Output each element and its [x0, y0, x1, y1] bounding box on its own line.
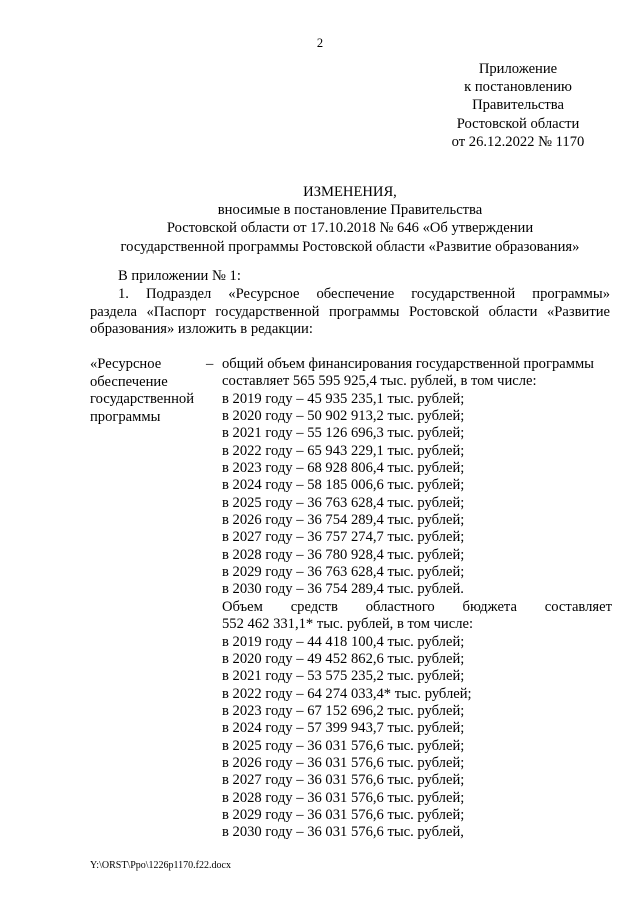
year-line: в 2023 году – 67 152 696,2 тыс. рублей; [222, 702, 465, 719]
total-years-list [222, 391, 612, 599]
year-line: в 2021 году – 55 126 696,3 тыс. рублей; [222, 425, 465, 442]
word: составляет [544, 598, 612, 615]
title-line: государственной программы Ростовской области «Развитие образования» [120, 238, 580, 255]
appendix-line: Ростовской области [456, 115, 580, 132]
year-line: в 2026 году – 36 031 576,6 тыс. рублей; [222, 754, 465, 771]
paragraph-line-3: образования» изложить в редакции: [90, 321, 313, 338]
title-line: Ростовской области от 17.10.2018 № 646 «Об утверждении [166, 220, 534, 237]
label-line: «Ресурсное [90, 356, 162, 372]
regional-years-list [222, 634, 612, 842]
year-line: в 2025 году – 36 763 628,4 тыс. рублей; [222, 494, 465, 511]
word: Объем [222, 598, 263, 615]
year-line: в 2024 году – 58 185 006,6 тыс. рублей; [222, 477, 465, 494]
year-line: в 2021 году – 53 575 235,2 тыс. рублей; [222, 668, 465, 685]
appendix-line: Правительства [472, 97, 564, 114]
year-line: в 2019 году – 45 935 235,1 тыс. рублей; [222, 390, 465, 407]
year-line: в 2030 году – 36 031 576,6 тыс. рублей, [222, 824, 464, 841]
word: бюджета [462, 598, 517, 615]
label-line: государственной [90, 391, 195, 407]
title-line: вносимые в постановление Правительства [217, 202, 483, 219]
year-line: в 2022 году – 65 943 229,1 тыс. рублей; [222, 442, 465, 459]
file-path-footer: Y:\ORST\Ppo\1226p1170.f22.docx [90, 860, 231, 871]
year-line: в 2019 году – 44 418 100,4 тыс. рублей; [222, 633, 465, 650]
year-line: в 2020 году – 50 902 913,2 тыс. рублей; [222, 408, 465, 425]
word: средств [290, 598, 338, 615]
word: областного [365, 598, 435, 615]
year-line: в 2020 году – 49 452 862,6 тыс. рублей; [222, 650, 465, 667]
paragraph-line-2: раздела «Паспорт государственной программы Ростовской области «Развитие [90, 303, 610, 320]
regional-first-line [222, 599, 612, 616]
year-line: в 2029 году – 36 763 628,4 тыс. рублей; [222, 564, 465, 581]
appendix-header [430, 60, 606, 151]
paragraph-text: 1. Подраздел «Ресурсное обеспечение государственной программы» [118, 285, 610, 302]
appendix-line: Приложение [478, 61, 558, 77]
financing-details [222, 356, 612, 842]
year-line: в 2026 году – 36 754 289,4 тыс. рублей; [222, 512, 465, 529]
year-line: в 2022 году – 64 274 033,4* тыс. рублей; [222, 685, 472, 702]
label-line: обеспечение [90, 373, 168, 390]
appendix-line: к постановлению [464, 79, 572, 96]
year-line: в 2025 году – 36 031 576,6 тыс. рублей; [222, 737, 465, 754]
year-line: в 2028 году – 36 031 576,6 тыс. рублей; [222, 789, 465, 806]
year-line: в 2027 году – 36 031 576,6 тыс. рублей; [222, 772, 465, 789]
intro-section [90, 268, 610, 339]
resource-label [90, 356, 210, 426]
year-line: в 2030 году – 36 754 289,4 тыс. рублей. [222, 581, 464, 598]
title-line: ИЗМЕНЕНИЯ, [303, 184, 397, 200]
year-line: в 2023 году – 68 928 806,4 тыс. рублей; [222, 460, 465, 477]
intro-line: В приложении № 1: [118, 268, 241, 284]
year-line: в 2029 году – 36 031 576,6 тыс. рублей; [222, 806, 465, 823]
year-line: в 2027 году – 36 757 274,7 тыс. рублей; [222, 529, 465, 546]
document-title [90, 183, 610, 256]
regional-line: 552 462 331,1* тыс. рублей, в том числе: [222, 616, 474, 633]
label-line: программы [90, 408, 161, 425]
total-line: составляет 565 595 925,4 тыс. рублей, в том числе: [222, 373, 537, 390]
page-number: 2 [316, 36, 324, 50]
paragraph-line-1 [90, 286, 610, 304]
total-line: общий объем финансирования государственной программы [222, 356, 594, 372]
appendix-line: от 26.12.2022 № 1170 [451, 133, 585, 150]
year-line: в 2028 году – 36 780 928,4 тыс. рублей; [222, 546, 465, 563]
separator-dash: – [206, 356, 214, 372]
year-line: в 2024 году – 57 399 943,7 тыс. рублей; [222, 720, 465, 737]
